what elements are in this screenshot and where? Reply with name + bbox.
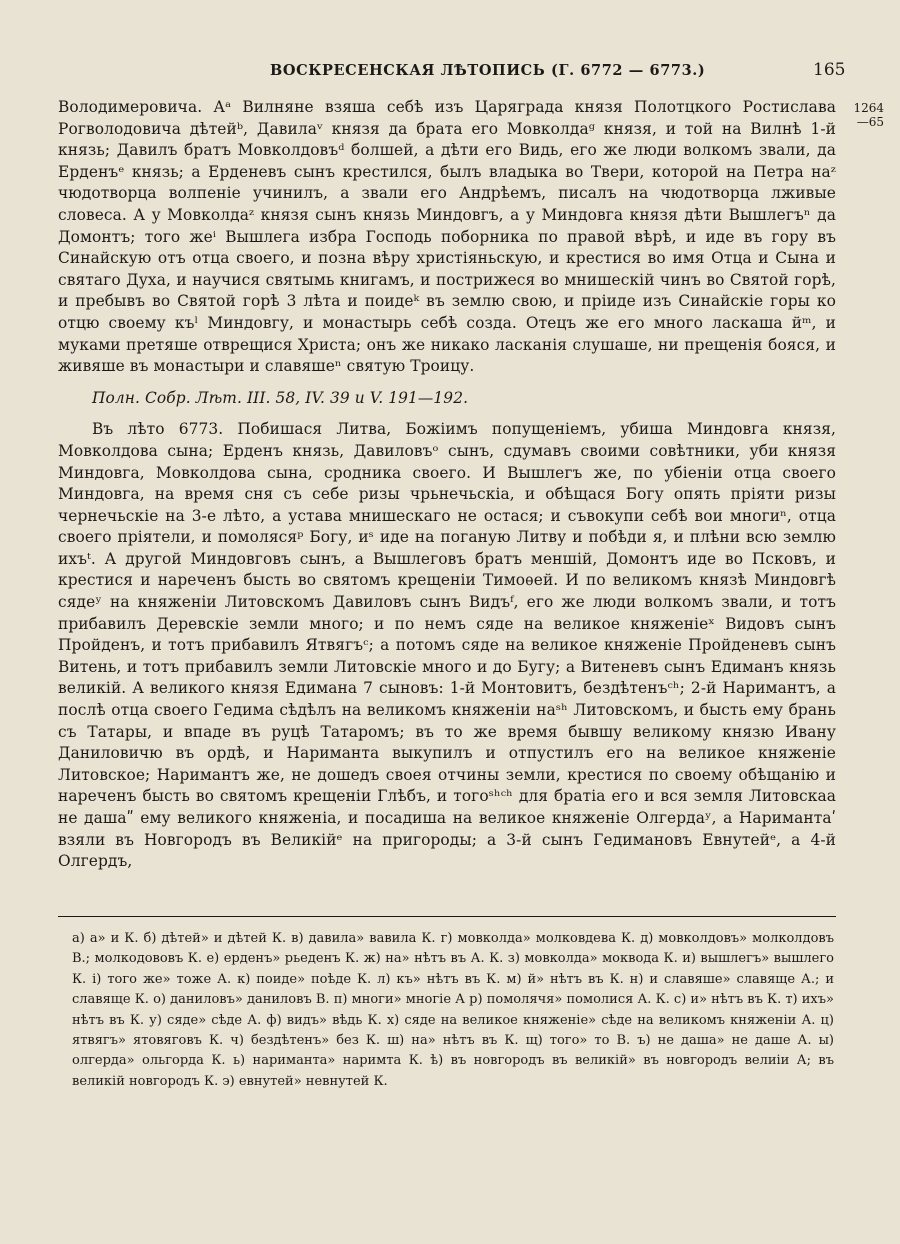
margin-year-end: —65 (856, 115, 884, 129)
margin-year-note (836, 101, 884, 129)
paragraph-6772: Володимеровича. Аᵃ Вилняне взяша себѣ изъ Царяграда князя Полотцкого Ростислава Рогволодовича дѣтейᵇ, Давилаᵛ князя да брата его Мовколдаᵍ князя, и той на Вилнѣ 1-й князь; Давилъ братъ Мовколдовъᵈ болшей, а дѣти его Видь, его же люди волкомъ звали, да Ерденъᵉ князь; а Ерденевъ сынъ крестился, былъ владыка во Твери, которой на Петра наᶻ чюдотворца волпеніе учинилъ, а звали его Андрѣемъ, писалъ на чюдотворца лживые словеса. А у Мовколдаᶻ князя сынъ князь Миндовгъ, а у Миндовга князя дѣти Вышлегъⁿ да Домонтъ; того жеⁱ Вышлега избра Господь поборника по правой вѣрѣ, и иде въ гору въ Синайскую отъ отца своего, и позна вѣру христіяньскую, и крестися во имя Отца и Сына и святаго Духа, и научися святымь книгамъ, и пострижеся во мнишескій чинъ во Святой горѣ, и пребывъ во Святой горѣ 3 лѣта и поидеᵏ въ землю свою, и пріиде изъ Синайскіе горы ко отцю своему къˡ Миндовгу, и монастырь себѣ созда. Отецъ же его много ласкаша йᵐ, и муками претяше отврещися Христа; онъ же никако ласканія слушаше, ни прещенія бояся, и живяше въ монастыри и славяшеⁿ святую Троицу. (58, 98, 836, 376)
paragraph-6773: Въ лѣто 6773. Побишася Литва, Божіимъ попущеніемъ, убиша Миндовга князя, Мовколдова сына; Ерденъ князь, Давиловъᵒ сынъ, сдумавъ своими совѣтники, уби князя Миндовга, Мовколдова сына, сродника своего. И Вышлегъ же, по убіеніи отца своего Миндовга, на время сня съ себе ризы чрьнечьскіа, и обѣщася Богу опять пріяти ризы чернечьскіе на 3-е лѣто, а устава мнишескаго не остася; и съвокупи себѣ вои многиⁿ, отца своего пріятели, и помолясяᵖ Богу, иˢ иде на поганую Литву и побѣди я, и плѣни всю землю ихъᵗ. А другой Миндовговъ сынъ, а Вышлеговъ братъ меншій, Домонтъ иде во Псковъ, и крестися и нареченъ бысть во святомъ крещеніи Тимоѳей. И по великомъ князѣ Миндовгѣ сядеʸ на княженіи Литовскомъ Давиловъ сынъ Видъᶠ, его же люди волкомъ звали, и тотъ прибавилъ Деревскіе земли много; и по немъ сяде на великое княженіеˣ Видовъ сынъ Пройденъ, и тотъ прибавилъ Ятвягъᶜ; а потомъ сяде на великое княженіе Пройденевъ сынъ Витень, и тотъ прибавилъ земли Литовскіе много и до Бугу; а Витеневъ сынъ Едиманъ князь великій. А великого князя Едимана 7 сыновъ: 1-й Монтовитъ, бездѣтенъᶜʰ; 2-й Наримантъ, а послѣ отца своего Гедима сѣдѣлъ на великомъ княженіи наˢʰ Литовскомъ, и бысть ему брань съ Татары, и впаде въ руцѣ Татаромъ; въ то же время бывшу великому князю Ивану Даниловичю въ ордѣ, и Нариманта выкупилъ и отпустилъ его на великое княженіе Литовское; Наримантъ же, не дошедъ своея отчины земли, крестися по своему обѣщанію и нареченъ бысть во святомъ крещеніи Глѣбъ, и тогоˢʰᶜʰ для братіа его и вся земля Литовскаа не дашаʺ ему великого княженіа, и посадиша на великое княженіе Олгердаʸ, а Наримантаʹ взяли въ Новгородъ въ Великійᵉ на пригороды; а 3-й сынъ Гедимановъ Евнутейᵉ, а 4-й Олгердъ, (58, 420, 836, 871)
main-text (58, 97, 836, 873)
running-title: ВОСКРЕСЕНСКАЯ ЛѢТОПИСЬ (Г. 6772 — 6773.) (270, 62, 706, 79)
margin-year-start: 1264 (853, 101, 884, 115)
footnotes: а) а» и К. б) дѣтей» и дѣтей К. в) давила» вавила К. г) мовколда» молковдева К. д) мовколдовъ» молколдовъ В.; молкодововъ К. е) ерденъ» рьеденъ К. ж) на» нѣтъ въ А. К. з) мовколда» мокводa К. и) вышлегъ» вышлего К. і) того же» тоже А. к) поиде» поѣде К. л) къ» нѣтъ въ К. м) й» нѣтъ въ К. н) и славяше» славяще А.; и славяще К. о) даниловъ» даниловъ В. п) многи» многіе А р) помолячя» помолися А. К. с) и» нѣтъ въ К. т) ихъ» нѣтъ въ К. у) сяде» сѣде А. ф) видъ» вѣдь К. х) сяде на великое княженіе» сѣде на великомъ княженіи А. ц) ятвягъ» ятовяговъ К. ч) бездѣтенъ» без К. ш) на» нѣтъ въ К. щ) того» то В. ъ) не даша» не даше А. ы) олгерда» ольгорда К. ь) наримантa» наримта К. ѣ) въ новгородъ въ великій» въ новгородъ велиіи А; въ великій новгородъ К. э) евнутей» невнутей К. (72, 931, 834, 1089)
page-number: 165 (813, 60, 846, 80)
page-header (0, 62, 900, 88)
footnote-divider (58, 916, 836, 917)
source-reference: Полн. Собр. Лѣт. III. 58, IV. 39 и V. 191—192. (92, 388, 469, 407)
